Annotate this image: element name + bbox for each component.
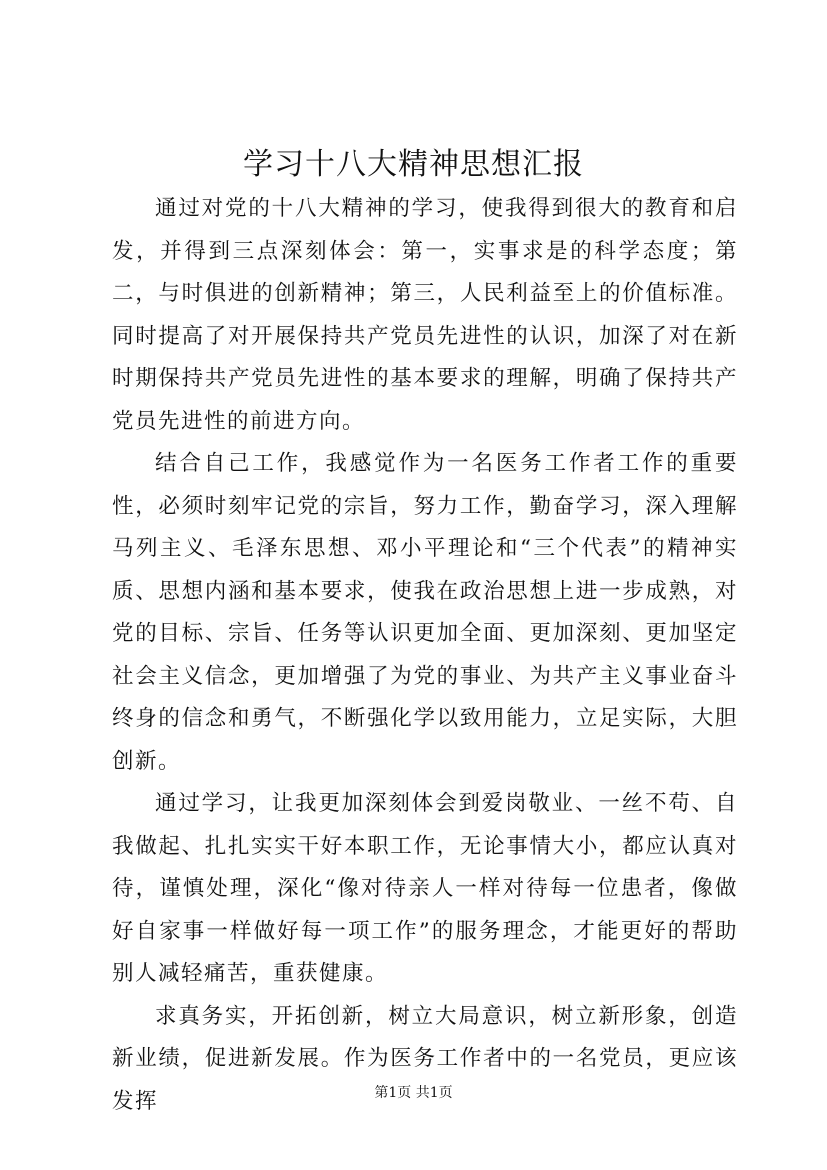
document-title: 学习十八大精神思想汇报 — [243, 147, 584, 182]
paragraph-1: 通过对党的十八大精神的学习，使我得到很大的教育和启发，并得到三点深刻体会：第一，实事求是的科学态度；第二，与时俱进的创新精神；第三，人民利益至上的价值标准。同时提高了对开展保持共产党员先进性的认识，加深了对在新时期保持共产党员先进性的基本要求的理解，明确了保持共产党员先进性的前进方向。 — [112, 196, 738, 434]
paragraph-3: 通过学习，让我更加深刻体会到爱岗敬业、一丝不苟、自我做起、扎扎实实干好本职工作，无论事情大小，都应认真对待，谨慎处理，深化“像对待亲人一样对待每一位患者，像做好自家事一样做好每一项工作”的服务理念，才能更好的帮助别人减轻痛苦，重获健康。 — [112, 791, 738, 986]
document-body — [112, 188, 738, 1123]
paragraph-4: 求真务实，开拓创新，树立大局意识，树立新形象，创造新业绩，促进新发展。作为医务工作者中的一名党员，更应该发挥 — [112, 1003, 738, 1114]
page-number-footer: 第1页 共1页 — [374, 1085, 453, 1101]
paragraph-2: 结合自己工作，我感觉作为一名医务工作者工作的重要性，必须时刻牢记党的宗旨，努力工作，勤奋学习，深入理解马列主义、毛泽东思想、邓小平理论和“三个代表”的精神实质、思想内涵和基本要求，使我在政治思想上进一步成熟，对党的目标、宗旨、任务等认识更加全面、更加深刻、更加坚定社会主义信念，更加增强了为党的事业、为共产主义事业奋斗终身的信念和勇气，不断强化学以致用能力，立足实际，大胆创新。 — [112, 451, 738, 774]
